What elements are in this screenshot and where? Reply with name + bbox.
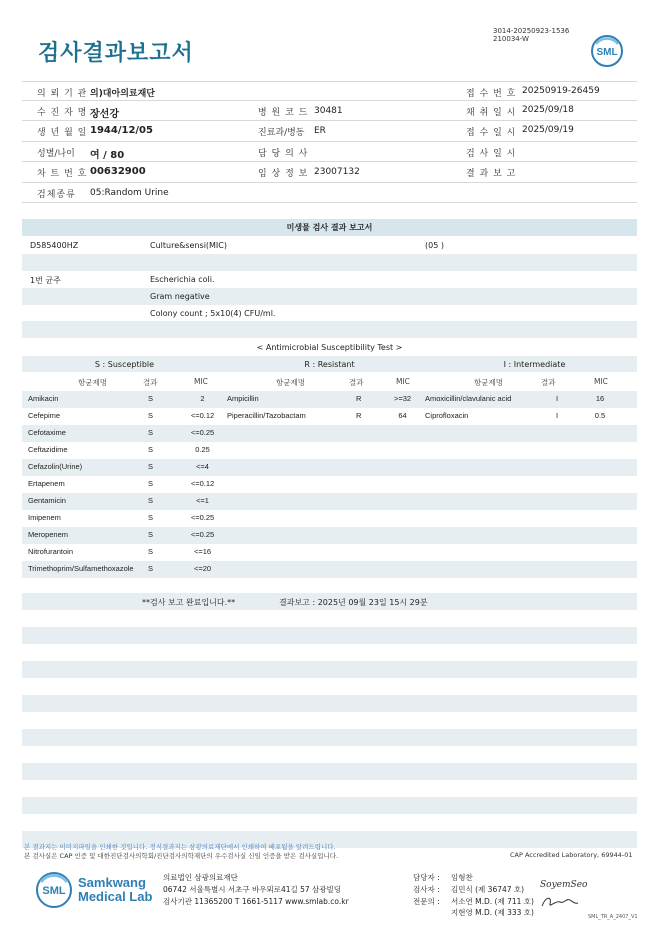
document-id-line1: 3014-20250923-1536 [493, 27, 570, 35]
brand-line1: Samkwang [78, 875, 146, 890]
ast-result: S [148, 564, 154, 573]
sml-footer-logo-icon [35, 871, 73, 909]
org-address: 06742 서울특별시 서초구 바우뫼로41길 57 삼광빌딩 [163, 885, 342, 894]
test-code: D585400HZ [30, 241, 79, 250]
hospital-code-value: 30481 [314, 106, 343, 116]
collect-date-label: 채 취 일 시 [466, 108, 517, 118]
cap-accreditation: CAP Accredited Laboratory, 69944-01 [510, 851, 633, 859]
organism-name: Escherichia coli. [150, 275, 215, 284]
ast-result: S [148, 428, 154, 437]
birth-value: 1944/12/05 [90, 125, 153, 136]
test-sub-code: (05 ) [425, 241, 444, 250]
completion-text: **검사 보고 완료입니다.** [142, 598, 236, 607]
empty-band [22, 729, 637, 746]
report-time: 결과보고 : 2025년 09월 23일 15시 29분 [279, 598, 428, 607]
ast-drug: Trimethoprim/Sulfamethoxazole [28, 564, 134, 573]
ast-mic: 0.5 [594, 411, 606, 420]
ast-mic: <=0.12 [190, 479, 215, 488]
organism-gram: Gram negative [150, 292, 210, 301]
col-header-mic: MIC [194, 377, 208, 386]
org-name: 의료법인 삼광의료재단 [163, 873, 238, 882]
result-report-label: 결 과 보 고 [466, 169, 517, 179]
empty-band [22, 254, 637, 271]
col-header-mic: MIC [594, 377, 608, 386]
footer-notice: 본 검사실은 CAP 인증 및 대한진단검사의학회/진단검사의학재단의 우수검사실 신임 인증을 받은 검사실입니다. [24, 852, 339, 860]
ast-title: < Antimicrobial Susceptibility Test > [256, 343, 403, 352]
ast-drug: Ciprofloxacin [425, 411, 469, 420]
legend-susceptible: S : Susceptible [94, 360, 155, 369]
table-row-band [22, 493, 637, 510]
tester-label: 검사자 : [413, 885, 440, 894]
table-row-band [22, 425, 637, 442]
divider [22, 202, 637, 203]
test-name: Culture&sensi(MIC) [150, 241, 227, 250]
empty-band [22, 797, 637, 814]
ast-mic: <=4 [196, 462, 209, 471]
ast-result: S [148, 513, 154, 522]
divider [22, 100, 637, 101]
receipt-date-value: 2025/09/19 [522, 125, 574, 135]
empty-band [22, 661, 637, 678]
col-header-mic: MIC [396, 377, 410, 386]
ast-drug: Gentamicin [28, 496, 66, 505]
ast-drug: Piperacillin/Tazobactam [227, 411, 306, 420]
ast-mic: >=32 [393, 394, 412, 403]
divider [22, 182, 637, 183]
dept-label: 진료과/병동 [258, 128, 305, 138]
birth-label: 생 년 월 일 [37, 128, 88, 138]
doctor-label: 담 당 의 사 [258, 149, 309, 159]
patient-value: 장선강 [90, 109, 119, 120]
brand-line2: Medical Lab [78, 889, 153, 904]
ast-mic: <=1 [196, 496, 209, 505]
sex-age-label: 성별/나이 [37, 149, 75, 159]
empty-band [22, 321, 637, 338]
empty-band [22, 627, 637, 644]
col-header-drug: 항균제명 [78, 378, 107, 387]
document-id-line2: 210034-W [493, 35, 529, 43]
chart-value: 00632900 [90, 166, 146, 177]
ast-result: S [148, 530, 154, 539]
receipt-no-value: 20250919-26459 [522, 86, 600, 96]
requester-label: 의 뢰 기 관 [37, 89, 88, 99]
hospital-code-label: 병 원 코 드 [258, 108, 309, 118]
ast-result: S [148, 479, 154, 488]
organism-colony: Colony count ; 5x10(4) CFU/ml. [150, 309, 276, 318]
sml-logo-icon [590, 34, 624, 68]
clinical-label: 임 상 정 보 [258, 169, 309, 179]
patient-label: 수 진 자 명 [37, 108, 88, 118]
org-info [163, 872, 349, 908]
ast-result: S [148, 394, 154, 403]
signature-1: SoyemSeo [540, 880, 588, 890]
organism-label: 1번 균주 [30, 276, 61, 285]
divider [22, 141, 637, 142]
col-header-result: 결과 [541, 378, 556, 387]
ast-mic: <=20 [193, 564, 212, 573]
brand-name [78, 876, 152, 904]
specimen-label: 검체종류 [37, 190, 76, 200]
ast-drug: Cefotaxime [28, 428, 66, 437]
ast-drug: Cefepime [28, 411, 61, 420]
requester-value: 의)대아의료재단 [90, 89, 155, 99]
footer-notice-blue: 본 결과지는 이미지파일을 인쇄한 것입니다. 정식결과지는 삼광의료재단에서 인쇄하여 배포됨을 알려드립니다. [24, 843, 336, 851]
table-row-band [22, 459, 637, 476]
ast-result: S [148, 547, 154, 556]
specimen-value: 05:Random Urine [90, 188, 169, 198]
clinical-value: 23007132 [314, 167, 360, 177]
ast-result: I [556, 394, 559, 403]
document-id [493, 27, 569, 43]
ast-result: S [148, 411, 154, 420]
signature-2-icon [540, 894, 580, 910]
ast-drug: Nitrofurantoin [28, 547, 74, 556]
sex-age-value: 여 / 80 [90, 150, 125, 161]
ast-mic: 2 [200, 394, 205, 403]
sml-footer-logo-text: SML [42, 885, 66, 897]
dept-value: ER [314, 126, 326, 136]
ast-result: S [148, 496, 154, 505]
expert-label: 전문의 : [413, 897, 440, 906]
ast-drug: Amoxicillin/clavulanic acid [425, 394, 512, 403]
divider [22, 161, 637, 162]
ast-mic: <=0.12 [190, 411, 215, 420]
ast-result: R [356, 394, 362, 403]
expert-value-1: 서소연 M.D. (제 711 호) [451, 897, 534, 906]
ast-drug: Ceftazidime [28, 445, 68, 454]
chart-label: 차 트 번 호 [37, 169, 88, 179]
ast-drug: Cefazolin(Urine) [28, 462, 83, 471]
ast-mic: 64 [398, 411, 407, 420]
manager-value: 임형찬 [451, 873, 473, 882]
manager-label: 담당자 : [413, 873, 440, 882]
ast-result: I [556, 411, 559, 420]
ast-drug: Meropenem [28, 530, 69, 539]
tester-value: 김민식 (제 36747 호) [451, 885, 525, 894]
divider [22, 81, 637, 82]
page-title: 검사결과보고서 [38, 41, 194, 66]
col-header-drug: 항균제명 [474, 378, 503, 387]
sml-logo-text: SML [596, 47, 618, 58]
ast-mic: <=16 [193, 547, 212, 556]
legend-intermediate: I : Intermediate [503, 360, 566, 369]
col-header-result: 결과 [349, 378, 364, 387]
ast-result: R [356, 411, 362, 420]
ast-mic: <=0.25 [190, 428, 215, 437]
collect-date-value: 2025/09/18 [522, 105, 574, 115]
table-row-band [22, 391, 637, 408]
ast-mic: <=0.25 [190, 513, 215, 522]
form-code: SML_TR_A_2407_V1 [588, 914, 638, 920]
receipt-date-label: 접 수 일 시 [466, 128, 517, 138]
ast-mic: 0.25 [195, 445, 210, 454]
ast-drug: Imipenem [28, 513, 61, 522]
col-header-result: 결과 [143, 378, 158, 387]
expert-value-2: 지현영 M.D. (제 333 호) [451, 908, 534, 917]
col-header-drug: 항균제명 [276, 378, 305, 387]
section-title: 미생물 검사 결과 보고서 [286, 223, 373, 232]
empty-band [22, 763, 637, 780]
ast-drug: Amikacin [28, 394, 59, 403]
ast-result: S [148, 462, 154, 471]
ast-result: S [148, 445, 154, 454]
org-agency: 검사기관 11365200 T 1661-5117 www.smlab.co.kr [163, 897, 349, 906]
ast-mic: <=0.25 [190, 530, 215, 539]
ast-drug: Ertapenem [28, 479, 65, 488]
divider [22, 120, 637, 121]
legend-resistant: R : Resistant [304, 360, 355, 369]
empty-band [22, 695, 637, 712]
organism-band [22, 288, 637, 305]
table-row-band [22, 527, 637, 544]
ast-drug: Ampicillin [227, 394, 259, 403]
test-date-label: 검 사 일 시 [466, 149, 517, 159]
receipt-no-label: 접 수 번 호 [466, 89, 517, 99]
ast-mic: 16 [595, 394, 605, 403]
